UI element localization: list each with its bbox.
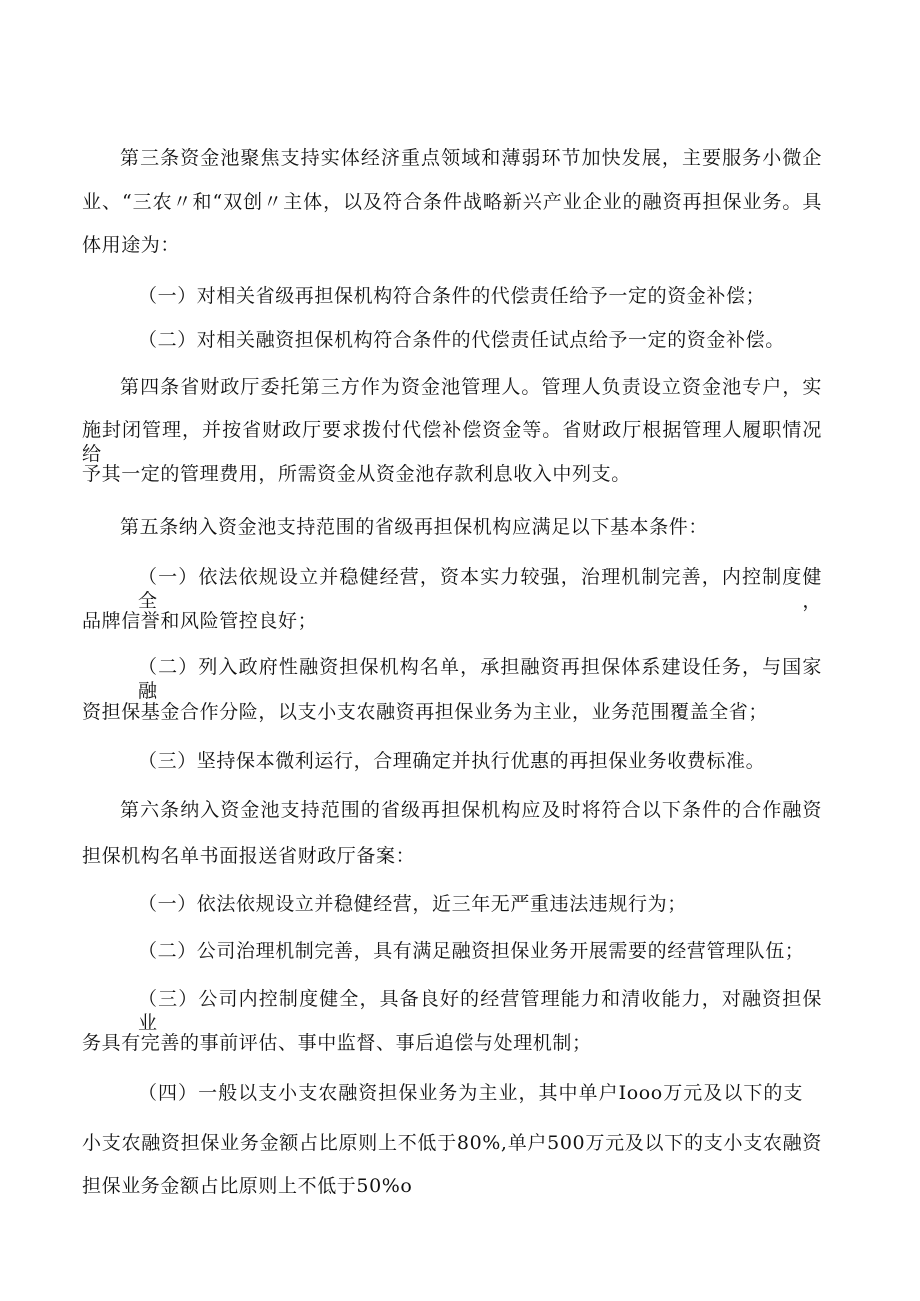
article-3-line-2: 业、“三农〃和“双创〃主体，以及符合条件战略新兴产业企业的融资再担保业务。具 <box>82 191 822 213</box>
article-5-item-2-line-2: 资担保基金合作分险，以支小支农融资再担保业务为主业，业务范围覆盖全省； <box>82 701 769 723</box>
article-4-line-3: 予其一定的管理费用，所需资金从资金池存款利息收入中列支。 <box>82 463 631 485</box>
article-6-item-1: （一）依法依规设立并稳健经营，近三年无严重违法违规行为； <box>138 893 687 915</box>
article-5-item-1-line-2: 品牌信誉和风险管控良好； <box>82 610 318 632</box>
article-5-item-2-line-1: （二）列入政府性融资担保机构名单，承担融资再担保体系建设任务，与国家融 <box>138 656 822 702</box>
article-3-item-2: （二）对相关融资担保机构符合条件的代偿责任试点给予一定的资金补偿。 <box>138 329 785 351</box>
article-6-item-4-line-3: 担保业务金额占比原则上不低于50%o <box>82 1175 413 1197</box>
article-6-item-3-line-1: （三）公司内控制度健全，具备良好的经营管理能力和清收能力，对融资担保业 <box>138 988 822 1034</box>
article-6-line-1: 第六条纳入资金池支持范围的省级再担保机构应及时将符合以下条件的合作融资 <box>120 799 822 821</box>
article-6-item-3-line-2: 务具有完善的事前评估、事中监督、事后追偿与处理机制； <box>82 1032 592 1054</box>
article-6-item-4-line-2: 小支农融资担保业务金额占比原则上不低于80%,单户500万元及以下的支小支农融资 <box>82 1132 822 1154</box>
article-5-item-3: （三）坚持保本微利运行，合理确定并执行优惠的再担保业务收费标准。 <box>138 750 766 772</box>
article-6-line-2: 担保机构名单书面报送省财政厅备案： <box>82 845 416 867</box>
article-6-item-4-line-1: （四）一般以支小支农融资担保业务为主业，其中单户Iooo万元及以下的支 <box>138 1082 803 1104</box>
article-3-item-1: （一）对相关省级再担保机构符合条件的代偿责任给予一定的资金补偿； <box>138 285 766 307</box>
article-4-line-1: 第四条省财政厅委托第三方作为资金池管理人。管理人负责设立资金池专户，实 <box>120 376 822 398</box>
article-3-line-1: 第三条资金池聚焦支持实体经济重点领域和薄弱环节加快发展，主要服务小微企 <box>120 147 822 169</box>
article-5-line-1: 第五条纳入资金池支持范围的省级再担保机构应满足以下基本条件： <box>120 516 709 538</box>
article-3-line-3: 体用途为： <box>82 234 181 256</box>
article-4-line-2: 施封闭管理，并按省财政厅要求拨付代偿补偿资金等。省财政厅根据管理人履职情况给 <box>82 419 822 465</box>
article-5-item-1-line-1: （一）依法依规设立并稳健经营，资本实力较强，治理机制完善，内控制度健全， <box>138 566 822 612</box>
article-6-item-2: （二）公司治理机制完善，具有满足融资担保业务开展需要的经营管理队伍； <box>138 940 805 962</box>
